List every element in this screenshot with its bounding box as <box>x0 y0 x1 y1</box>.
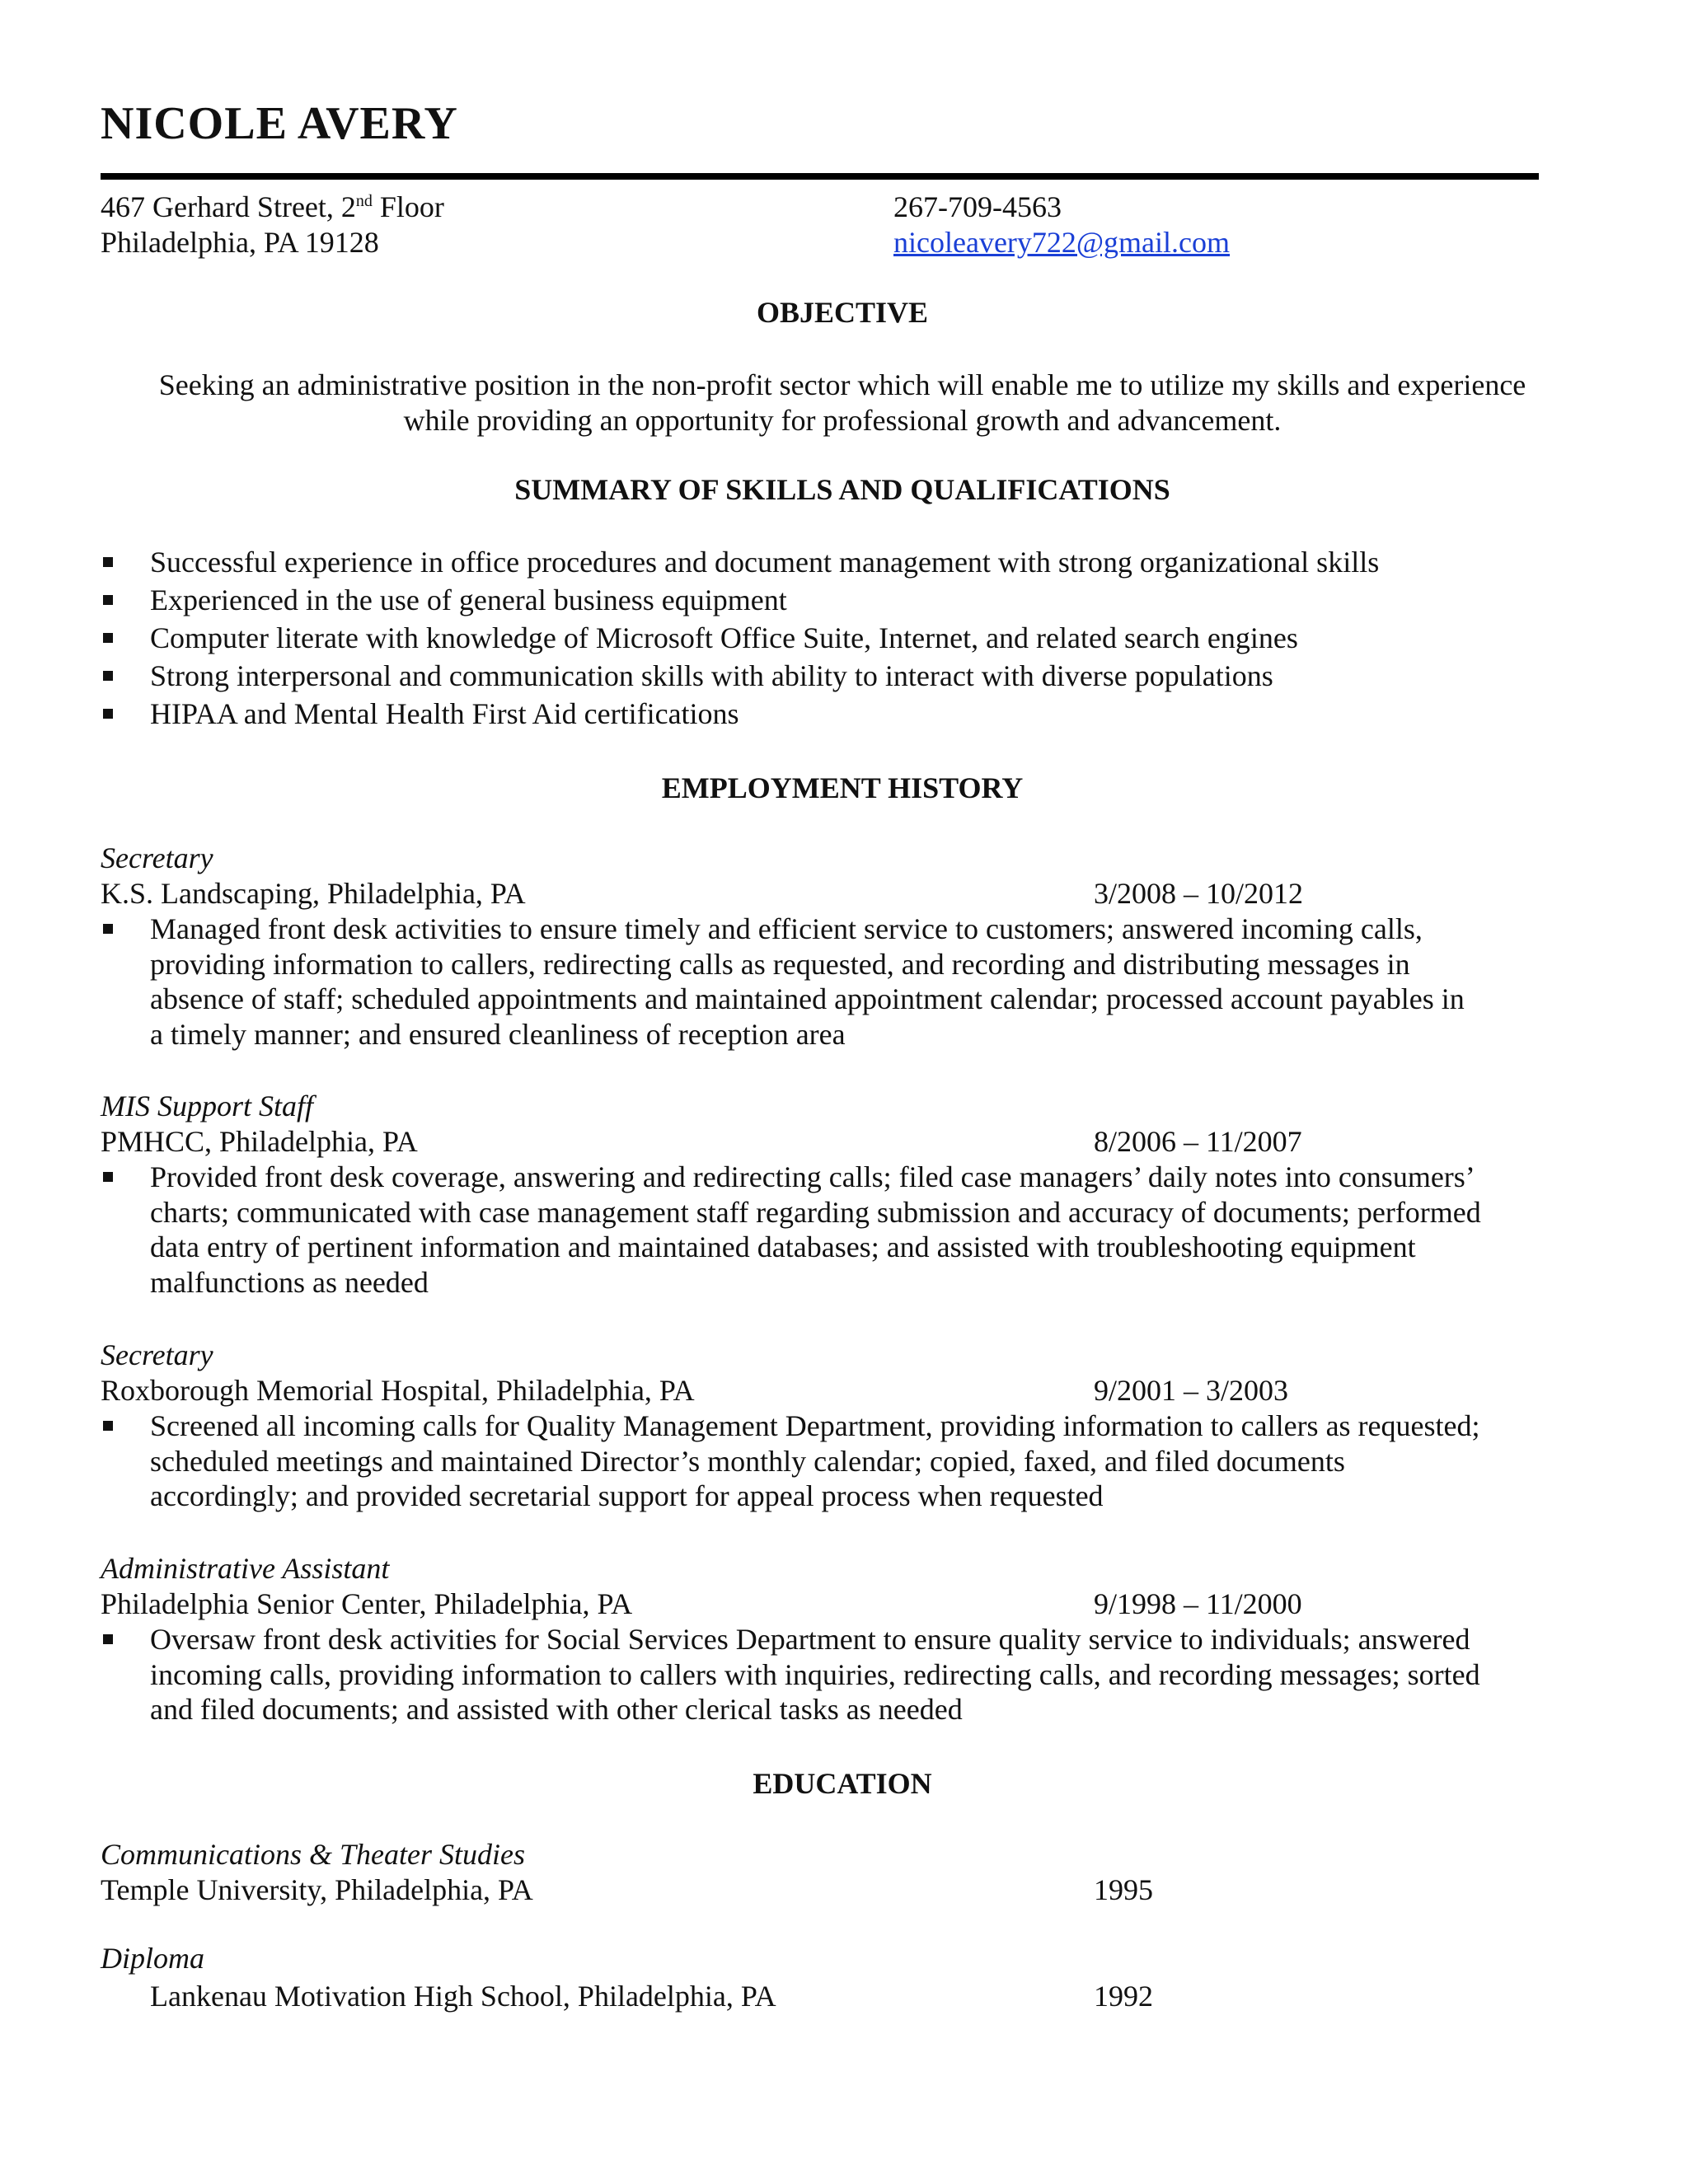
job-entry <box>101 841 1584 1052</box>
objective-text: Seeking an administrative position in the non-profit sector which will enable me to utilize my skills and experience while providing an opportunity for professional growth and advancement. <box>158 368 1526 437</box>
email-link[interactable]: nicoleavery722@gmail.com <box>893 226 1231 259</box>
square-bullet-icon <box>103 709 113 719</box>
job-description: Provided front desk coverage, answering and redirecting calls; filed case managers’ daily notes into consumers’ charts; communicated with case management staff regarding submission and accuracy of documents; performed data entry of pertinent information and maintained databases; and assisted with troubleshooting equipment malfunctions as needed <box>101 1160 1584 1300</box>
objective-heading: OBJECTIVE <box>756 296 929 329</box>
list-item: HIPAA and Mental Health First Aid certifications <box>101 696 1584 734</box>
square-bullet-icon <box>103 1634 113 1644</box>
job-entry <box>101 1551 1584 1727</box>
job-dates: 9/2001 – 3/2003 <box>1094 1374 1289 1407</box>
education-year: 1995 <box>1094 1873 1153 1906</box>
skills-heading: SUMMARY OF SKILLS AND QUALIFICATIONS <box>514 473 1170 506</box>
address-line-1: 467 Gerhard Street, 2nd Floor <box>101 190 444 223</box>
square-bullet-icon <box>103 595 113 605</box>
contact-block <box>893 190 1230 260</box>
education-school: Lankenau Motivation High School, Philadelphia, PA <box>150 1980 776 2013</box>
job-title: Administrative Assistant <box>101 1552 390 1585</box>
square-bullet-icon <box>103 1421 113 1431</box>
job-entry <box>101 1089 1584 1300</box>
square-bullet-icon <box>103 633 113 643</box>
job-employer: Philadelphia Senior Center, Philadelphia, PA <box>101 1587 633 1620</box>
job-employer: K.S. Landscaping, Philadelphia, PA <box>101 877 526 910</box>
job-description: Managed front desk activities to ensure timely and efficient service to customers; answered incoming calls, providing information to callers, redirecting calls as requested, and recording and distributing messages in absence of staff; scheduled appointments and maintained appointment calendar; processed account payables in a timely manner; and ensured cleanliness of reception area <box>101 912 1584 1052</box>
list-item: Strong interpersonal and communication skills with ability to interact with diverse populations <box>101 658 1584 696</box>
address-block <box>101 190 444 260</box>
education-program: Diploma <box>101 1942 204 1975</box>
square-bullet-icon <box>103 557 113 567</box>
job-title: MIS Support Staff <box>101 1090 313 1122</box>
square-bullet-icon <box>103 924 113 934</box>
header-divider <box>101 173 1539 180</box>
square-bullet-icon <box>103 671 113 681</box>
list-item: Successful experience in office procedures and document management with strong organizational skills <box>101 545 1584 583</box>
education-entry <box>101 1837 1584 1908</box>
skills-list <box>101 545 1584 734</box>
job-employer: PMHCC, Philadelphia, PA <box>101 1125 418 1158</box>
job-description: Oversaw front desk activities for Social Services Department to ensure quality service to individuals; answered incoming calls, providing information to callers with inquiries, redirecting calls, and recording messages; sorted and filed documents; and assisted with other clerical tasks as needed <box>101 1622 1584 1727</box>
job-dates: 3/2008 – 10/2012 <box>1094 877 1304 910</box>
education-year: 1992 <box>1094 1980 1153 2013</box>
job-employer: Roxborough Memorial Hospital, Philadelphia, PA <box>101 1374 695 1407</box>
square-bullet-icon <box>103 1172 113 1182</box>
list-item: Computer literate with knowledge of Microsoft Office Suite, Internet, and related search engines <box>101 621 1584 658</box>
employment-heading: EMPLOYMENT HISTORY <box>661 771 1024 804</box>
applicant-name: NICOLE AVERY <box>101 98 458 149</box>
job-dates: 9/1998 – 11/2000 <box>1094 1587 1302 1620</box>
education-heading: EDUCATION <box>753 1767 932 1800</box>
job-description: Screened all incoming calls for Quality Management Department, providing information to callers as requested; scheduled meetings and maintained Director’s monthly calendar; copied, faxed, and filed documents accordingly; and provided secretarial support for appeal process when requested <box>101 1408 1584 1514</box>
list-item: Experienced in the use of general business equipment <box>101 583 1584 621</box>
phone-number: 267-709-4563 <box>893 190 1062 223</box>
job-title: Secretary <box>101 1338 213 1371</box>
job-entry <box>101 1338 1584 1514</box>
address-line-2: Philadelphia, PA 19128 <box>101 226 379 259</box>
job-dates: 8/2006 – 11/2007 <box>1094 1125 1302 1158</box>
education-school: Temple University, Philadelphia, PA <box>101 1873 533 1906</box>
job-title: Secretary <box>101 841 213 874</box>
education-program: Communications & Theater Studies <box>101 1838 525 1871</box>
education-entry <box>101 1941 1584 2014</box>
